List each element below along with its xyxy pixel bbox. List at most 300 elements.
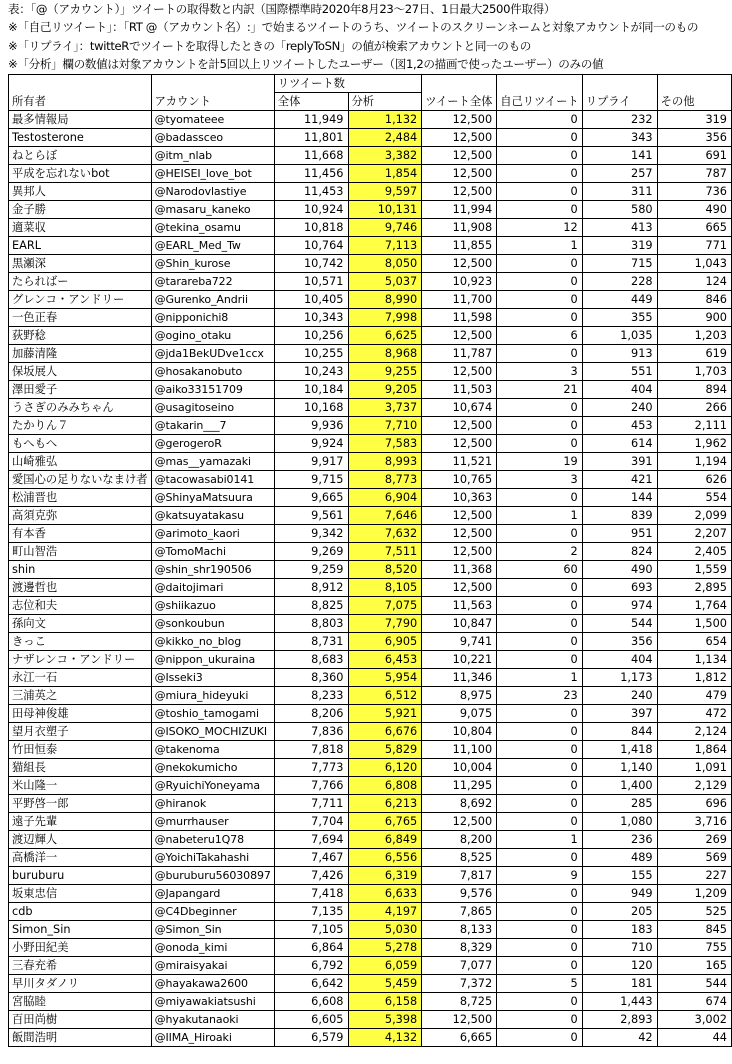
rt-total-cell: 6,864 <box>274 939 348 957</box>
owner-cell: 永江一石 <box>9 669 152 687</box>
self-rt-cell: 0 <box>497 147 583 165</box>
rt-analysis-cell: 6,453 <box>348 651 422 669</box>
owner-cell: 松浦晋也 <box>9 489 152 507</box>
reply-cell: 1,418 <box>582 741 657 759</box>
table-row <box>9 165 732 183</box>
table-row <box>9 651 732 669</box>
owner-cell: 加藤清隆 <box>9 345 152 363</box>
reply-cell: 413 <box>582 219 657 237</box>
rt-total-cell: 9,917 <box>274 453 348 471</box>
tweets-total-cell: 11,563 <box>422 597 497 615</box>
rt-total-cell: 9,924 <box>274 435 348 453</box>
header-row-1 <box>9 75 732 93</box>
rt-total-cell: 8,206 <box>274 705 348 723</box>
rt-total-cell: 9,665 <box>274 489 348 507</box>
other-cell: 1,559 <box>657 561 731 579</box>
reply-cell: 42 <box>582 1029 657 1047</box>
rt-analysis-cell: 2,484 <box>348 129 422 147</box>
table-row <box>9 741 732 759</box>
rt-total-cell: 7,105 <box>274 921 348 939</box>
other-cell: 787 <box>657 165 731 183</box>
rt-total-cell: 11,949 <box>274 111 348 129</box>
tweets-total-cell: 12,500 <box>422 165 497 183</box>
reply-cell: 1,035 <box>582 327 657 345</box>
reply-cell: 913 <box>582 345 657 363</box>
tweets-total-cell: 10,004 <box>422 759 497 777</box>
table-row <box>9 381 732 399</box>
tweets-total-cell: 12,500 <box>422 417 497 435</box>
rt-total-cell: 7,135 <box>274 903 348 921</box>
table-row <box>9 219 732 237</box>
account-cell: @Simon_Sin <box>151 921 274 939</box>
tweets-total-cell: 11,368 <box>422 561 497 579</box>
tweets-total-cell: 12,500 <box>422 1011 497 1029</box>
tweets-total-cell: 7,077 <box>422 957 497 975</box>
other-cell: 1,043 <box>657 255 731 273</box>
reply-cell: 824 <box>582 543 657 561</box>
rt-analysis-cell: 5,921 <box>348 705 422 723</box>
reply-cell: 355 <box>582 309 657 327</box>
self-rt-cell: 0 <box>497 1011 583 1029</box>
rt-analysis-cell: 5,829 <box>348 741 422 759</box>
other-cell: 165 <box>657 957 731 975</box>
account-cell: @YoichiTakahashi <box>151 849 274 867</box>
table-row <box>9 921 732 939</box>
rt-analysis-cell: 5,954 <box>348 669 422 687</box>
tweets-total-cell: 9,576 <box>422 885 497 903</box>
table-row <box>9 777 732 795</box>
reply-cell: 228 <box>582 273 657 291</box>
account-cell: @nipponichi8 <box>151 309 274 327</box>
rt-analysis-cell: 6,849 <box>348 831 422 849</box>
account-cell: @RyuichiYoneyama <box>151 777 274 795</box>
owner-cell: 宮脇睦 <box>9 993 152 1011</box>
rt-total-cell: 6,792 <box>274 957 348 975</box>
reply-cell: 236 <box>582 831 657 849</box>
tweets-total-cell: 10,363 <box>422 489 497 507</box>
reply-cell: 155 <box>582 867 657 885</box>
tweets-total-cell: 9,075 <box>422 705 497 723</box>
tweets-total-cell: 11,700 <box>422 291 497 309</box>
rt-total-cell: 8,360 <box>274 669 348 687</box>
rt-total-cell: 10,243 <box>274 363 348 381</box>
self-rt-cell: 0 <box>497 723 583 741</box>
account-cell: @itm_nlab <box>151 147 274 165</box>
rt-total-cell: 10,924 <box>274 201 348 219</box>
self-rt-cell: 21 <box>497 381 583 399</box>
account-cell: @aiko33151709 <box>151 381 274 399</box>
rt-analysis-cell: 9,205 <box>348 381 422 399</box>
account-cell: @daitojimari <box>151 579 274 597</box>
owner-cell: 三浦英之 <box>9 687 152 705</box>
rt-total-cell: 7,766 <box>274 777 348 795</box>
other-cell: 654 <box>657 633 731 651</box>
owner-cell: 志位和夫 <box>9 597 152 615</box>
owner-cell: EARL <box>9 237 152 255</box>
owner-cell: 山崎雅弘 <box>9 453 152 471</box>
reply-cell: 181 <box>582 975 657 993</box>
tweets-total-cell: 12,500 <box>422 813 497 831</box>
owner-cell: 町山智浩 <box>9 543 152 561</box>
account-cell: @tarareba722 <box>151 273 274 291</box>
rt-analysis-cell: 1,854 <box>348 165 422 183</box>
self-rt-cell: 0 <box>497 939 583 957</box>
self-rt-cell: 0 <box>497 399 583 417</box>
account-cell: @murrhauser <box>151 813 274 831</box>
tweets-total-cell: 10,923 <box>422 273 497 291</box>
rt-analysis-cell: 8,105 <box>348 579 422 597</box>
other-cell: 771 <box>657 237 731 255</box>
owner-cell: 早川タダノリ <box>9 975 152 993</box>
reply-cell: 232 <box>582 111 657 129</box>
self-rt-cell: 0 <box>497 255 583 273</box>
account-cell: @tacowasabi0141 <box>151 471 274 489</box>
tweets-total-cell: 12,500 <box>422 111 497 129</box>
table-row <box>9 579 732 597</box>
self-rt-cell: 1 <box>497 669 583 687</box>
table-row <box>9 435 732 453</box>
reply-cell: 391 <box>582 453 657 471</box>
self-rt-cell: 0 <box>497 957 583 975</box>
self-rt-cell: 0 <box>497 597 583 615</box>
table-row <box>9 255 732 273</box>
tweets-total-cell: 7,817 <box>422 867 497 885</box>
rt-total-cell: 9,342 <box>274 525 348 543</box>
self-rt-cell: 0 <box>497 291 583 309</box>
account-cell: @IIMA_Hiroaki <box>151 1029 274 1047</box>
account-cell: @kikko_no_blog <box>151 633 274 651</box>
rt-analysis-cell: 10,131 <box>348 201 422 219</box>
header-retweets: リツイート数 <box>274 75 421 93</box>
table-row <box>9 885 732 903</box>
owner-cell: 坂東忠信 <box>9 885 152 903</box>
owner-cell: もへもへ <box>9 435 152 453</box>
owner-cell: 田母神俊雄 <box>9 705 152 723</box>
table-row <box>9 831 732 849</box>
owner-cell: 米山隆一 <box>9 777 152 795</box>
owner-cell: 飯間浩明 <box>9 1029 152 1047</box>
reply-cell: 453 <box>582 417 657 435</box>
rt-total-cell: 11,456 <box>274 165 348 183</box>
self-rt-cell: 0 <box>497 345 583 363</box>
reply-cell: 311 <box>582 183 657 201</box>
reply-cell: 356 <box>582 633 657 651</box>
account-cell: @Isseki3 <box>151 669 274 687</box>
account-cell: @miraisyakai <box>151 957 274 975</box>
tweets-total-cell: 8,133 <box>422 921 497 939</box>
rt-total-cell: 9,715 <box>274 471 348 489</box>
reply-cell: 421 <box>582 471 657 489</box>
rt-total-cell: 8,912 <box>274 579 348 597</box>
self-rt-cell: 1 <box>497 507 583 525</box>
other-cell: 626 <box>657 471 731 489</box>
rt-analysis-cell: 6,512 <box>348 687 422 705</box>
rt-total-cell: 7,694 <box>274 831 348 849</box>
other-cell: 266 <box>657 399 731 417</box>
rt-total-cell: 10,405 <box>274 291 348 309</box>
tweets-total-cell: 9,741 <box>422 633 497 651</box>
other-cell: 665 <box>657 219 731 237</box>
owner-cell: 澤田愛子 <box>9 381 152 399</box>
account-cell: @Japangard <box>151 885 274 903</box>
rt-total-cell: 8,803 <box>274 615 348 633</box>
reply-cell: 839 <box>582 507 657 525</box>
owner-cell: 黒瀬深 <box>9 255 152 273</box>
table-body <box>9 75 732 1047</box>
table-row <box>9 705 732 723</box>
rt-analysis-cell: 7,511 <box>348 543 422 561</box>
table-row <box>9 633 732 651</box>
rt-total-cell: 9,561 <box>274 507 348 525</box>
tweets-total-cell: 8,200 <box>422 831 497 849</box>
table-row <box>9 363 732 381</box>
rt-total-cell: 11,668 <box>274 147 348 165</box>
other-cell: 1,134 <box>657 651 731 669</box>
rt-analysis-cell: 9,255 <box>348 363 422 381</box>
other-cell: 3,002 <box>657 1011 731 1029</box>
tweets-total-cell: 12,500 <box>422 363 497 381</box>
tweets-total-cell: 11,994 <box>422 201 497 219</box>
reply-cell: 490 <box>582 561 657 579</box>
self-rt-cell: 1 <box>497 831 583 849</box>
rt-analysis-cell: 6,633 <box>348 885 422 903</box>
table-row <box>9 147 732 165</box>
rt-analysis-cell: 5,459 <box>348 975 422 993</box>
rt-analysis-cell: 7,113 <box>348 237 422 255</box>
rt-analysis-cell: 7,790 <box>348 615 422 633</box>
reply-cell: 489 <box>582 849 657 867</box>
owner-cell: 荻野稔 <box>9 327 152 345</box>
reply-cell: 614 <box>582 435 657 453</box>
table-row <box>9 327 732 345</box>
reply-cell: 715 <box>582 255 657 273</box>
rt-total-cell: 10,184 <box>274 381 348 399</box>
rt-analysis-cell: 6,556 <box>348 849 422 867</box>
rt-total-cell: 6,642 <box>274 975 348 993</box>
other-cell: 845 <box>657 921 731 939</box>
account-cell: @usagitoseino <box>151 399 274 417</box>
table-row <box>9 309 732 327</box>
tweets-total-cell: 11,295 <box>422 777 497 795</box>
tweets-total-cell: 10,847 <box>422 615 497 633</box>
self-rt-cell: 0 <box>497 849 583 867</box>
self-rt-cell: 0 <box>497 993 583 1011</box>
tweets-total-cell: 8,975 <box>422 687 497 705</box>
self-rt-cell: 0 <box>497 813 583 831</box>
reply-cell: 205 <box>582 903 657 921</box>
owner-cell: 保坂展人 <box>9 363 152 381</box>
reply-cell: 580 <box>582 201 657 219</box>
self-rt-cell: 19 <box>497 453 583 471</box>
owner-cell: 適菜収 <box>9 219 152 237</box>
rt-analysis-cell: 6,676 <box>348 723 422 741</box>
rt-total-cell: 7,711 <box>274 795 348 813</box>
rt-analysis-cell: 6,765 <box>348 813 422 831</box>
account-cell: @Narodovlastiye <box>151 183 274 201</box>
owner-cell: 渡辺輝人 <box>9 831 152 849</box>
rt-total-cell: 11,801 <box>274 129 348 147</box>
tweets-total-cell: 7,865 <box>422 903 497 921</box>
self-rt-cell: 3 <box>497 471 583 489</box>
rt-total-cell: 10,343 <box>274 309 348 327</box>
self-rt-cell: 0 <box>497 633 583 651</box>
account-cell: @ShinyaMatsuura <box>151 489 274 507</box>
rt-analysis-cell: 7,583 <box>348 435 422 453</box>
owner-cell: きっこ <box>9 633 152 651</box>
owner-cell: Simon_Sin <box>9 921 152 939</box>
tweets-total-cell: 12,500 <box>422 129 497 147</box>
account-cell: @takarin___7 <box>151 417 274 435</box>
account-cell: @hosakanobuto <box>151 363 274 381</box>
reply-cell: 183 <box>582 921 657 939</box>
other-cell: 472 <box>657 705 731 723</box>
reply-cell: 449 <box>582 291 657 309</box>
table-row <box>9 453 732 471</box>
self-rt-cell: 0 <box>497 183 583 201</box>
other-cell: 554 <box>657 489 731 507</box>
rt-total-cell: 8,731 <box>274 633 348 651</box>
tweets-total-cell: 12,500 <box>422 255 497 273</box>
account-cell: @gerogeroR <box>151 435 274 453</box>
account-cell: @shin_shr190506 <box>151 561 274 579</box>
rt-analysis-cell: 7,646 <box>348 507 422 525</box>
note-reply: ※「リプライ」：twitteRでツイートを取得したときの「replyToSN」の値が検索アカウントと同一のもの <box>8 38 532 53</box>
table-row <box>9 957 732 975</box>
rt-analysis-cell: 5,398 <box>348 1011 422 1029</box>
tweets-total-cell: 12,500 <box>422 507 497 525</box>
tweets-total-cell: 11,521 <box>422 453 497 471</box>
other-cell: 2,207 <box>657 525 731 543</box>
other-cell: 490 <box>657 201 731 219</box>
rt-total-cell: 9,936 <box>274 417 348 435</box>
owner-cell: cdb <box>9 903 152 921</box>
owner-cell: ナザレンコ・アンドリー <box>9 651 152 669</box>
table-row <box>9 507 732 525</box>
account-cell: @katsuyatakasu <box>151 507 274 525</box>
other-cell: 2,111 <box>657 417 731 435</box>
rt-total-cell: 7,426 <box>274 867 348 885</box>
table-row <box>9 237 732 255</box>
self-rt-cell: 0 <box>497 921 583 939</box>
reply-cell: 404 <box>582 381 657 399</box>
account-cell: @masaru_kaneko <box>151 201 274 219</box>
self-rt-cell: 0 <box>497 417 583 435</box>
other-cell: 44 <box>657 1029 731 1047</box>
owner-cell: 竹田恒泰 <box>9 741 152 759</box>
owner-cell: 渡邊哲也 <box>9 579 152 597</box>
other-cell: 1,091 <box>657 759 731 777</box>
reply-cell: 710 <box>582 939 657 957</box>
other-cell: 3,716 <box>657 813 731 831</box>
other-cell: 269 <box>657 831 731 849</box>
self-rt-cell: 0 <box>497 129 583 147</box>
reply-cell: 551 <box>582 363 657 381</box>
rt-total-cell: 7,818 <box>274 741 348 759</box>
self-rt-cell: 0 <box>497 525 583 543</box>
table-row <box>9 669 732 687</box>
other-cell: 2,124 <box>657 723 731 741</box>
account-cell: @takenoma <box>151 741 274 759</box>
note-analysis: ※「分析」欄の数値は対象アカウントを計5回以上リツイートしたユーザー（図1,2の描画で使ったユーザー）のみの値 <box>8 57 604 72</box>
tweets-total-cell: 10,674 <box>422 399 497 417</box>
self-rt-cell: 1 <box>497 237 583 255</box>
owner-cell: 孫向文 <box>9 615 152 633</box>
self-rt-cell: 0 <box>497 885 583 903</box>
self-rt-cell: 0 <box>497 579 583 597</box>
tweets-total-cell: 11,346 <box>422 669 497 687</box>
tweets-total-cell: 10,804 <box>422 723 497 741</box>
tweets-total-cell: 8,725 <box>422 993 497 1011</box>
table-row <box>9 687 732 705</box>
other-cell: 619 <box>657 345 731 363</box>
rt-analysis-cell: 6,625 <box>348 327 422 345</box>
self-rt-cell: 0 <box>497 705 583 723</box>
other-cell: 674 <box>657 993 731 1011</box>
table-row <box>9 111 732 129</box>
rt-analysis-cell: 6,905 <box>348 633 422 651</box>
owner-cell: 異邦人 <box>9 183 152 201</box>
self-rt-cell: 60 <box>497 561 583 579</box>
rt-analysis-cell: 8,520 <box>348 561 422 579</box>
table-row <box>9 795 732 813</box>
table-row <box>9 489 732 507</box>
reply-cell: 844 <box>582 723 657 741</box>
other-cell: 1,194 <box>657 453 731 471</box>
self-rt-cell: 9 <box>497 867 583 885</box>
account-cell: @buruburu56030897 <box>151 867 274 885</box>
table-row <box>9 597 732 615</box>
owner-cell: shin <box>9 561 152 579</box>
table-row <box>9 345 732 363</box>
other-cell: 1,703 <box>657 363 731 381</box>
reply-cell: 1,140 <box>582 759 657 777</box>
tweets-total-cell: 12,500 <box>422 543 497 561</box>
rt-analysis-cell: 6,213 <box>348 795 422 813</box>
account-cell: @toshio_tamogami <box>151 705 274 723</box>
table-row <box>9 759 732 777</box>
other-cell: 736 <box>657 183 731 201</box>
self-rt-cell: 0 <box>497 273 583 291</box>
other-cell: 894 <box>657 381 731 399</box>
other-cell: 1,864 <box>657 741 731 759</box>
account-cell: @badassceo <box>151 129 274 147</box>
account-cell: @mas__yamazaki <box>151 453 274 471</box>
account-cell: @hiranok <box>151 795 274 813</box>
account-cell: @EARL_Med_Tw <box>151 237 274 255</box>
rt-analysis-cell: 8,993 <box>348 453 422 471</box>
reply-cell: 120 <box>582 957 657 975</box>
account-cell: @ISOKO_MOCHIZUKI <box>151 723 274 741</box>
account-cell: @nekokumicho <box>151 759 274 777</box>
account-cell: @nippon_ukuraina <box>151 651 274 669</box>
self-rt-cell: 0 <box>497 309 583 327</box>
account-cell: @onoda_kimi <box>151 939 274 957</box>
account-cell: @jda1BekUDve1ccx <box>151 345 274 363</box>
other-cell: 1,764 <box>657 597 731 615</box>
other-cell: 356 <box>657 129 731 147</box>
self-rt-cell: 0 <box>497 201 583 219</box>
rt-analysis-cell: 5,030 <box>348 921 422 939</box>
rt-analysis-cell: 7,710 <box>348 417 422 435</box>
table-row <box>9 849 732 867</box>
reply-cell: 974 <box>582 597 657 615</box>
tweets-total-cell: 8,329 <box>422 939 497 957</box>
owner-cell: たらればー <box>9 273 152 291</box>
reply-cell: 404 <box>582 651 657 669</box>
other-cell: 2,895 <box>657 579 731 597</box>
tweets-total-cell: 11,100 <box>422 741 497 759</box>
owner-cell: 有本香 <box>9 525 152 543</box>
